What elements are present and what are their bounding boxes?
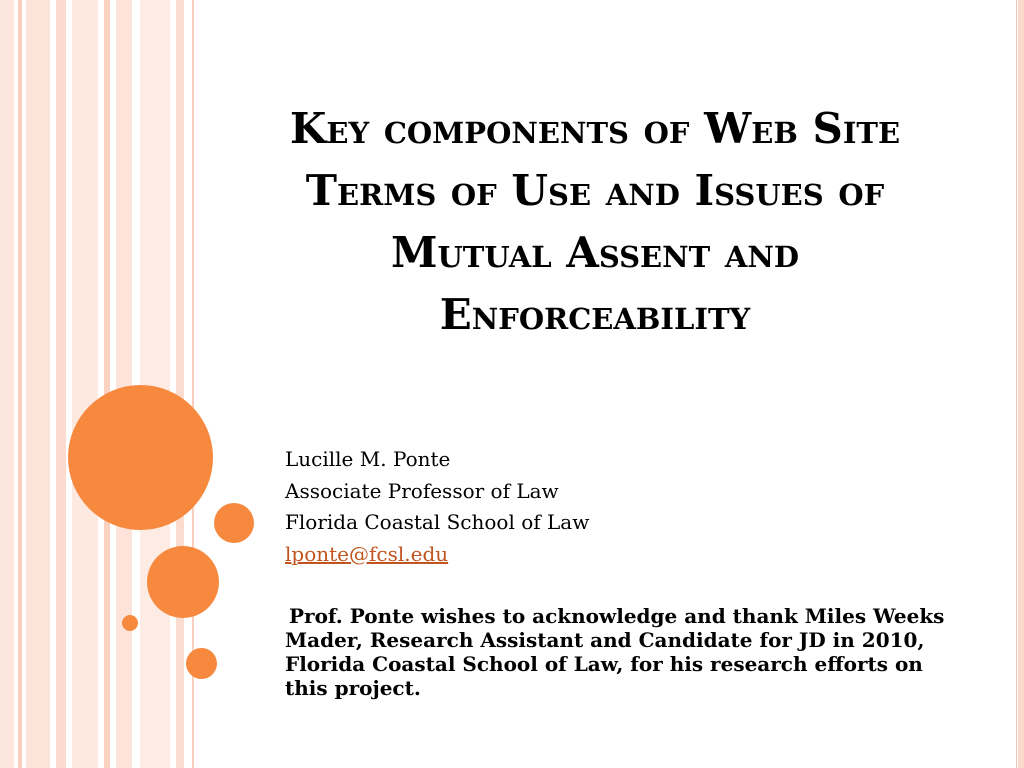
stripe bbox=[140, 0, 170, 768]
author-name: Lucille M. Ponte bbox=[285, 447, 451, 471]
email-link[interactable]: lponte@fcsl.edu bbox=[285, 541, 449, 566]
right-edge-line bbox=[1016, 0, 1017, 768]
stripe bbox=[26, 0, 50, 768]
slide-title: Key components of Web Site Terms of Use and Issues of Mutual Assent and Enforceability bbox=[289, 104, 901, 339]
small-circle bbox=[186, 648, 217, 679]
stripe bbox=[0, 0, 14, 768]
tiny-circle bbox=[122, 615, 138, 631]
author-info bbox=[285, 444, 965, 570]
stripe bbox=[72, 0, 98, 768]
small-circle bbox=[214, 503, 254, 543]
acknowledgment-text: Prof. Ponte wishes to acknowledge and thank Miles Weeks Mader, Research Assistant and Candidate for JD in 2010, Florida Coastal School of Law, for his research efforts on this project. bbox=[285, 604, 945, 700]
large-circle bbox=[68, 385, 213, 530]
stripe bbox=[116, 0, 132, 768]
medium-circle bbox=[147, 546, 219, 618]
stripe bbox=[56, 0, 66, 768]
stripe bbox=[18, 0, 22, 768]
author-position: Associate Professor of Law bbox=[285, 478, 559, 503]
stripe bbox=[176, 0, 184, 768]
stripe bbox=[104, 0, 110, 768]
decorative-stripes bbox=[0, 0, 200, 768]
right-edge-stripe bbox=[1018, 0, 1024, 768]
author-institution: Florida Coastal School of Law bbox=[285, 510, 590, 534]
